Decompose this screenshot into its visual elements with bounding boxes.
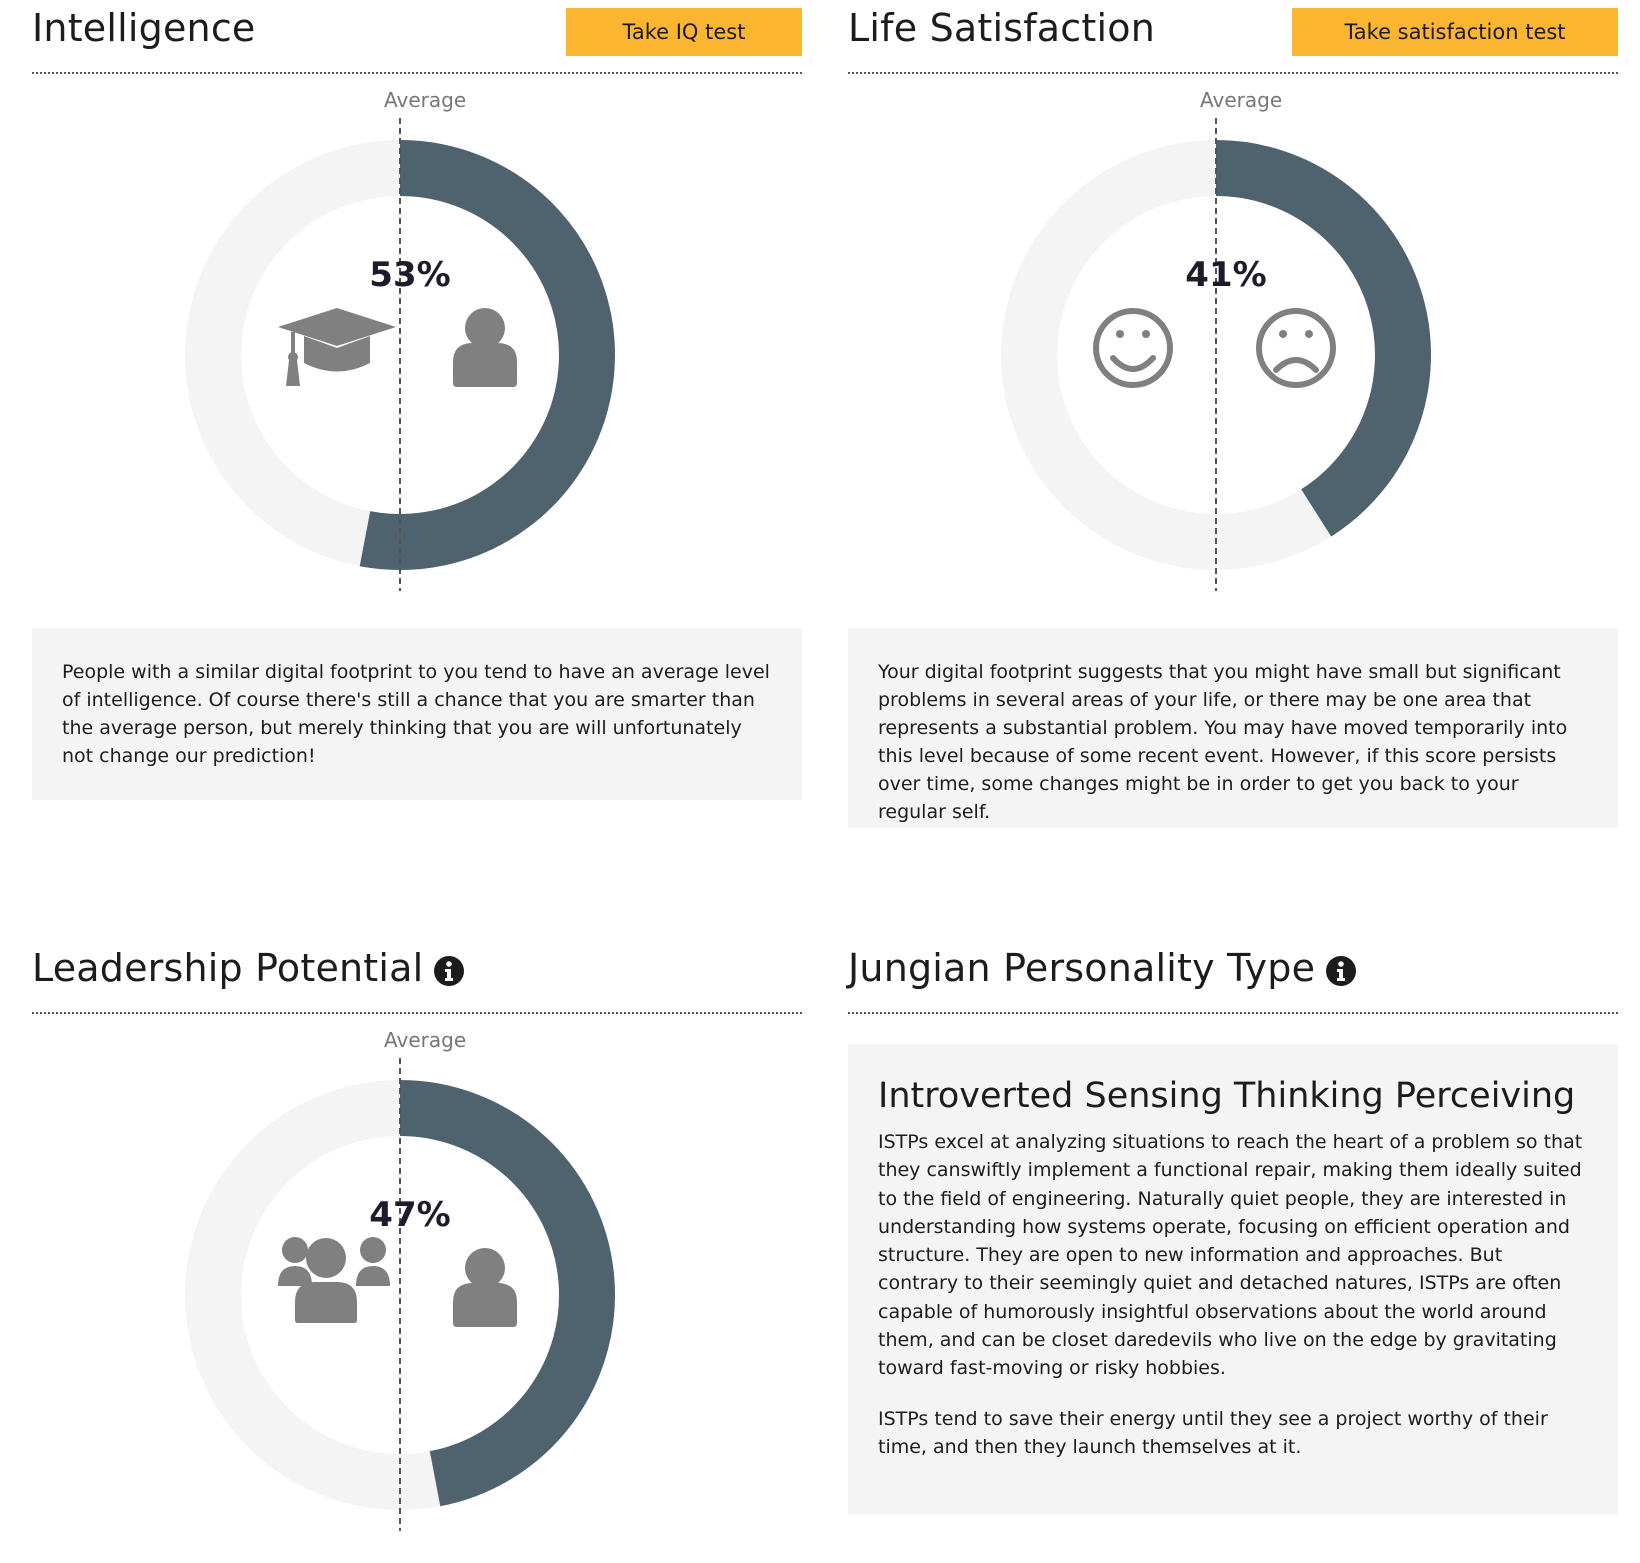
description-text: Your digital footprint suggests that you might have small but significant problems in several areas of your life, or there may be one area that represents a substantial problem. You may have moved temporarily into this level because of some recent event. However, if this score persists over time, some changes might be in order to get you back to your regular self. bbox=[878, 661, 1568, 823]
user-icon bbox=[453, 308, 517, 387]
user-icon bbox=[453, 1248, 517, 1327]
info-icon[interactable] bbox=[433, 955, 465, 987]
description-box bbox=[848, 628, 1618, 828]
average-label: Average bbox=[1200, 88, 1283, 112]
percent-label: 41% bbox=[1185, 255, 1267, 295]
info-icon[interactable] bbox=[1325, 955, 1357, 987]
description-text: People with a similar digital footprint to you tend to have an average level of intelligence. Of course there's still a chance that you are smarter than the average person, but merely thinking that you are will unfortunately not change our prediction! bbox=[62, 661, 770, 767]
gauge-arc bbox=[1216, 168, 1403, 513]
panel-title bbox=[32, 946, 465, 990]
jungian-panel bbox=[848, 940, 1618, 1458]
leadership-panel bbox=[32, 940, 802, 1235]
group-icon bbox=[278, 1237, 390, 1323]
panel-header bbox=[848, 0, 1618, 74]
life-satisfaction-panel bbox=[848, 0, 1618, 823]
personality-type-name: Introverted Sensing Thinking Perceiving bbox=[878, 1076, 1576, 1116]
percent-label: 53% bbox=[369, 255, 451, 295]
percent-label: 47% bbox=[369, 1195, 451, 1235]
panel-title-text: Leadership Potential bbox=[32, 946, 424, 990]
panel-title bbox=[848, 946, 1357, 990]
average-label: Average bbox=[384, 88, 467, 112]
panel-title: Intelligence bbox=[32, 6, 256, 50]
frown-icon bbox=[1259, 311, 1333, 385]
panel-header bbox=[32, 940, 802, 1014]
panel-header bbox=[32, 0, 802, 74]
panel-title: Life Satisfaction bbox=[848, 6, 1155, 50]
personality-paragraph: ISTPs excel at analyzing situations to reach the heart of a problem so that they canswiftly implement a functional repair, making them ideally suited to the field of engineering. Naturally quiet people, they are interested in understanding how systems operate, focusing on efficient operation and structure. They are open to new information and approaches. But contrary to their seemingly quiet and detached natures, ISTPs are often capable of humorously insightful observations about the world around them, and can be closet daredevils who live on the edge by gravitating toward fast-moving or risky hobbies. bbox=[878, 1131, 1583, 1380]
life-satisfaction-gauge bbox=[848, 118, 1618, 623]
personality-paragraph: ISTPs tend to save their energy until they see a project worthy of their time, and then they launch themselves at it. bbox=[878, 1407, 1548, 1458]
intelligence-gauge bbox=[32, 118, 802, 623]
average-label: Average bbox=[384, 1028, 467, 1052]
panel-title-text: Jungian Personality Type bbox=[848, 946, 1316, 990]
take-iq-test-button[interactable]: Take IQ test bbox=[566, 8, 802, 56]
description-box bbox=[32, 628, 802, 800]
smile-icon bbox=[1096, 311, 1170, 385]
take-satisfaction-test-button[interactable]: Take satisfaction test bbox=[1292, 8, 1618, 56]
panel-header bbox=[848, 940, 1618, 1014]
graduation-cap-icon bbox=[278, 308, 396, 386]
intelligence-panel bbox=[32, 0, 802, 767]
leadership-gauge bbox=[32, 1058, 802, 1563]
personality-type-box bbox=[848, 1044, 1618, 1514]
